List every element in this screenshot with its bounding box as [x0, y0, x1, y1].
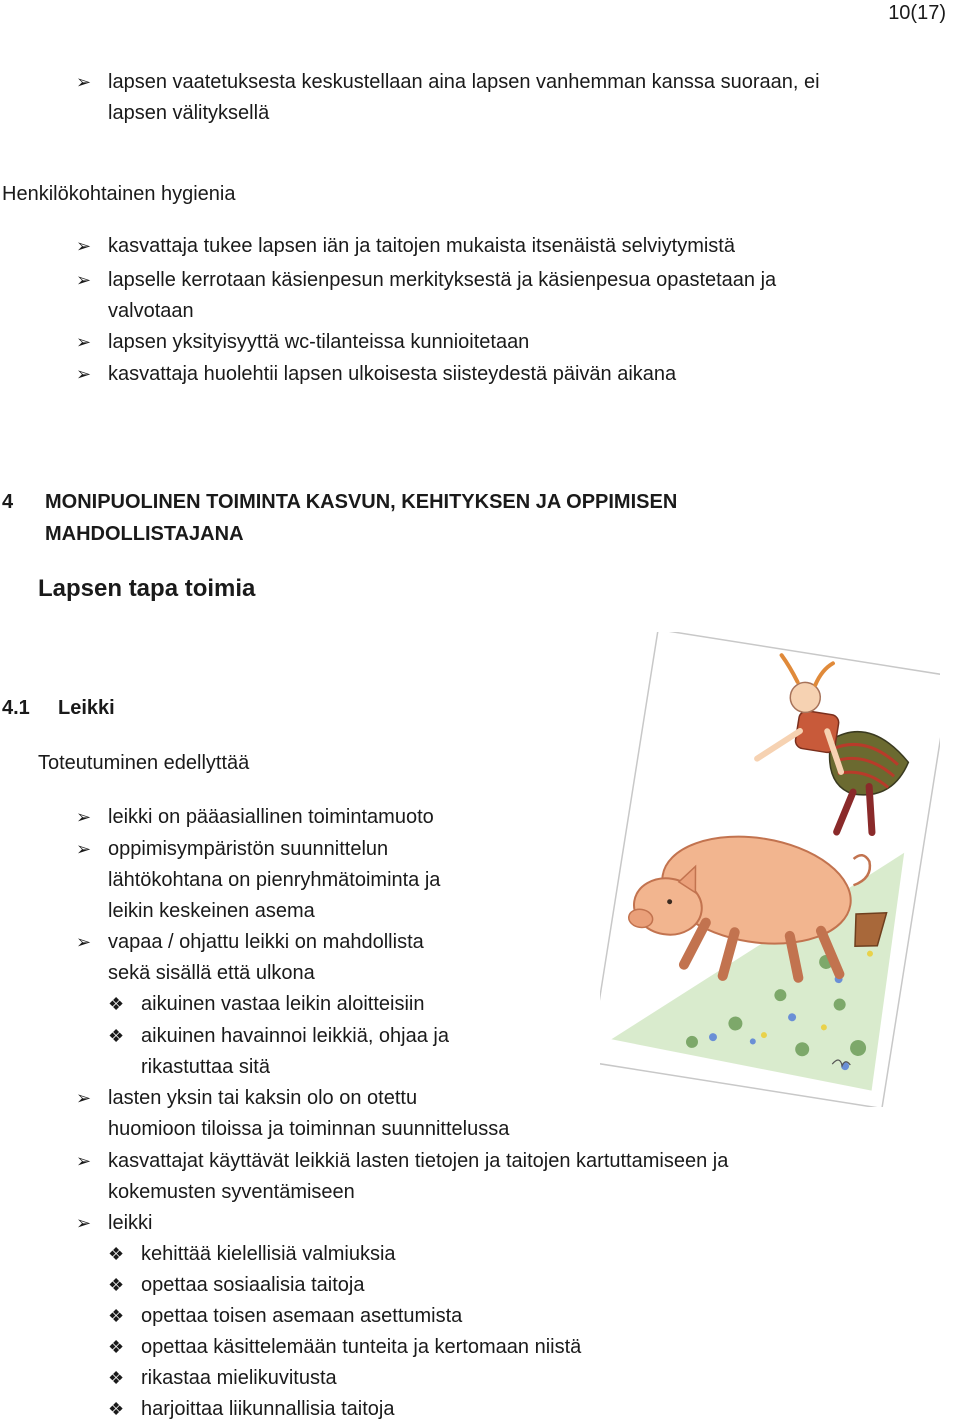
- list-item: lasten yksin tai kaksin olo on otettu: [108, 1087, 418, 1109]
- list-item-continued: huomioon tiloissa ja toiminnan suunnittelussa: [108, 1118, 510, 1140]
- diamond-bullet-icon: ❖: [108, 1399, 125, 1419]
- body-text: lapsen välityksellä: [108, 102, 270, 124]
- list-item: lapsen yksityisyyttä wc-tilanteissa kunnioitetaan: [108, 331, 530, 353]
- sub-list-item: harjoittaa liikunnallisia taitoja: [141, 1398, 395, 1420]
- list-item: kasvattaja huolehtii lapsen ulkoisesta siisteydestä päivän aikana: [108, 363, 677, 385]
- sub-list-item: opettaa toisen asemaan asettumista: [141, 1305, 463, 1327]
- arrow-bullet-icon: ➢: [76, 332, 92, 352]
- diamond-bullet-icon: ❖: [108, 1368, 125, 1388]
- section-title: MONIPUOLINEN TOIMINTA KASVUN, KEHITYKSEN JA OPPIMISEN: [45, 491, 678, 513]
- list-item-continued: lähtökohtana on pienryhmätoiminta ja: [108, 869, 441, 891]
- list-item: leikki: [108, 1212, 153, 1234]
- diamond-bullet-icon: ❖: [108, 1244, 125, 1264]
- sub-list-item: opettaa käsittelemään tunteita ja kertomaan niistä: [141, 1336, 582, 1358]
- arrow-bullet-icon: ➢: [76, 270, 92, 290]
- arrow-bullet-icon: ➢: [76, 364, 92, 384]
- sub-list-item: kehittää kielellisiä valmiuksia: [141, 1243, 396, 1265]
- arrow-bullet-icon: ➢: [76, 839, 92, 859]
- list-item: vapaa / ohjattu leikki on mahdollista: [108, 931, 424, 953]
- list-item: kasvattajat käyttävät leikkiä lasten tietojen ja taitojen kartuttamiseen ja: [108, 1150, 729, 1172]
- sub-list-item: aikuinen vastaa leikin aloitteisiin: [141, 993, 425, 1015]
- pig-and-girl-illustration: [600, 632, 940, 1107]
- list-item: leikki on pääasiallinen toimintamuoto: [108, 806, 434, 828]
- list-item-continued: sekä sisällä että ulkona: [108, 962, 315, 984]
- list-item-continued: kokemusten syventämiseen: [108, 1181, 355, 1203]
- intro-text: Toteutuminen edellyttää: [38, 752, 250, 774]
- arrow-bullet-icon: ➢: [76, 1088, 92, 1108]
- subsection-title: Leikki: [58, 697, 115, 719]
- section-title-continued: MAHDOLLISTAJANA: [45, 523, 244, 545]
- diamond-bullet-icon: ❖: [108, 994, 125, 1014]
- diamond-bullet-icon: ❖: [108, 1275, 125, 1295]
- list-item: kasvattaja tukee lapsen iän ja taitojen mukaista itsenäistä selviytymistä: [108, 235, 735, 257]
- section-subtitle: Lapsen tapa toimia: [38, 575, 256, 602]
- arrow-bullet-icon: ➢: [76, 807, 92, 827]
- arrow-bullet-icon: ➢: [76, 72, 92, 92]
- list-item-continued: leikin keskeinen asema: [108, 900, 315, 922]
- sub-list-item: aikuinen havainnoi leikkiä, ohjaa ja: [141, 1025, 449, 1047]
- diamond-bullet-icon: ❖: [108, 1337, 125, 1357]
- list-item-continued: valvotaan: [108, 300, 194, 322]
- sub-list-item: rikastaa mielikuvitusta: [141, 1367, 337, 1389]
- sub-list-item: opettaa sosiaalisia taitoja: [141, 1274, 365, 1296]
- arrow-bullet-icon: ➢: [76, 932, 92, 952]
- section-title-hygiene: Henkilökohtainen hygienia: [2, 183, 236, 205]
- arrow-bullet-icon: ➢: [76, 236, 92, 256]
- subsection-number: 4.1: [2, 697, 30, 719]
- page-number: 10(17): [888, 2, 946, 24]
- section-number: 4: [2, 491, 14, 513]
- diamond-bullet-icon: ❖: [108, 1306, 125, 1326]
- body-text: lapsen vaatetuksesta keskustellaan aina lapsen vanhemman kanssa suoraan, ei: [108, 71, 820, 93]
- sub-list-item-continued: rikastuttaa sitä: [141, 1056, 270, 1078]
- arrow-bullet-icon: ➢: [76, 1213, 92, 1233]
- arrow-bullet-icon: ➢: [76, 1151, 92, 1171]
- diamond-bullet-icon: ❖: [108, 1026, 125, 1046]
- list-item: lapselle kerrotaan käsienpesun merkityksestä ja käsienpesua opastetaan ja: [108, 269, 777, 291]
- list-item: oppimisympäristön suunnittelun: [108, 838, 389, 860]
